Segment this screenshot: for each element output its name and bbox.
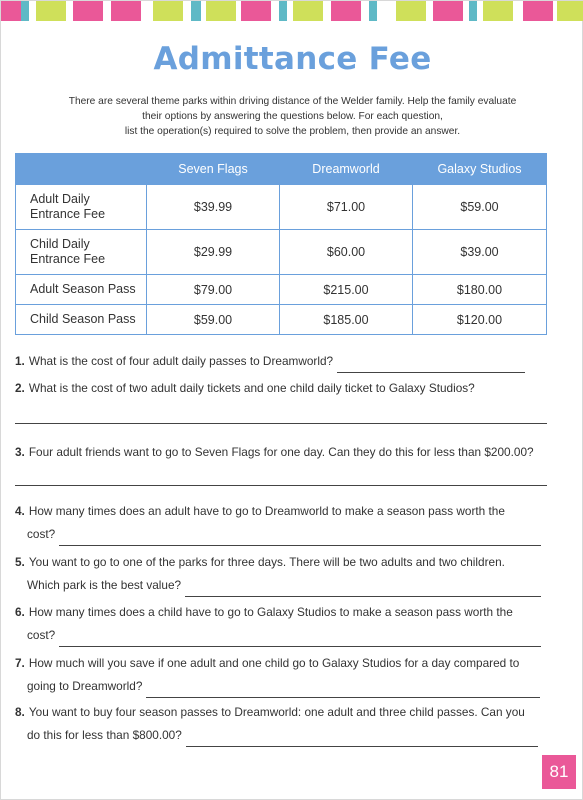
question-number: 2. [15,381,25,395]
stripe-pink [433,1,463,21]
decorative-stripe-border [1,1,583,23]
table-row [16,275,547,305]
price-table [15,153,547,335]
stripe-teal [21,1,29,21]
question-number: 6. [15,605,25,619]
row-label-line: Adult Daily [30,192,90,206]
answer-line[interactable] [15,423,547,424]
page-title: Admittance Fee [153,41,432,77]
stripe-green [293,1,323,21]
intro-line: list the operation(s) required to solve the problem, then provide an answer. [124,126,461,137]
answer-line[interactable] [337,361,525,373]
question-text: What is the cost of four adult daily passes to Dreamworld? [28,354,334,368]
answer-line[interactable] [59,534,541,546]
intro-line: There are several theme parks within driving distance of the Welder family. Help the family evaluate [68,96,517,107]
row-label: Adult Season Pass [16,275,147,305]
question-5 [15,551,555,597]
row-label [16,230,147,275]
table-header-cell: Dreamworld [280,154,413,185]
price-cell: $185.00 [280,305,413,335]
question-text: Four adult friends want to go to Seven Flags for one day. Can they do this for less than $200.00? [28,445,534,459]
question-text: Which park is the best value? [27,578,182,592]
stripe-teal [279,1,287,21]
question-8 [15,701,555,747]
row-label [16,185,147,230]
stripe-green [483,1,513,21]
question-number: 5. [15,555,25,569]
table-header-cell [16,154,147,185]
question-text: do this for less than $800.00? [27,728,182,742]
answer-line[interactable] [146,686,540,698]
stripe-teal [369,1,377,21]
price-cell: $180.00 [413,275,547,305]
intro-line: their options by answering the questions below. For each question, [142,111,443,122]
question-2 [15,377,555,400]
row-label-line: Child Daily [30,237,90,251]
question-text: cost? [27,527,56,541]
question-number: 1. [15,354,25,368]
question-text: How many times does a child have to go to Galaxy Studios to make a season pass worth the [28,605,513,619]
row-label-line: Entrance Fee [30,252,106,266]
stripe-pink [331,1,361,21]
price-cell: $79.00 [147,275,280,305]
table-header-cell: Seven Flags [147,154,280,185]
price-cell: $59.00 [413,185,547,230]
answer-line[interactable] [59,635,541,647]
price-cell: $120.00 [413,305,547,335]
price-cell: $29.99 [147,230,280,275]
row-label: Child Season Pass [16,305,147,335]
question-text: going to Dreamworld? [27,679,143,693]
price-cell: $60.00 [280,230,413,275]
stripe-teal [191,1,201,21]
stripe-pink [241,1,271,21]
stripe-pink [73,1,103,21]
price-cell: $59.00 [147,305,280,335]
page-number-badge: 81 [542,755,576,789]
table-row [16,230,547,275]
price-cell: $215.00 [280,275,413,305]
question-number: 3. [15,445,25,459]
intro-paragraph [41,94,544,139]
stripe-pink [111,1,141,21]
price-cell: $39.00 [413,230,547,275]
table-row [16,305,547,335]
question-3 [15,441,555,464]
stripe-pink [523,1,553,21]
table-header-row [16,154,547,185]
answer-line[interactable] [15,485,547,486]
stripe-green [153,1,183,21]
question-text: What is the cost of two adult daily tickets and one child daily ticket to Galaxy Studios? [28,381,475,395]
price-cell: $71.00 [280,185,413,230]
question-number: 7. [15,656,25,670]
stripe-green [396,1,426,21]
question-text: cost? [27,628,56,642]
question-7 [15,652,555,698]
question-1 [15,350,555,373]
question-text: You want to buy four season passes to Dreamworld: one adult and three child passes. Can you [28,705,525,719]
stripe-green [36,1,66,21]
question-number: 4. [15,504,25,518]
stripe-green [206,1,236,21]
question-text: How many times does an adult have to go to Dreamworld to make a season pass worth the [28,504,505,518]
answer-line[interactable] [186,735,538,747]
question-text: How much will you save if one adult and one child go to Galaxy Studios for a day compared to [28,656,520,670]
question-text: You want to go to one of the parks for three days. There will be two adults and two children. [28,555,505,569]
table-row [16,185,547,230]
stripe-pink [1,1,21,21]
stripe-green [557,1,583,21]
answer-line[interactable] [185,585,541,597]
question-6 [15,601,555,647]
table-header-cell: Galaxy Studios [413,154,547,185]
row-label-line: Entrance Fee [30,207,106,221]
question-number: 8. [15,705,25,719]
question-4 [15,500,555,546]
price-cell: $39.99 [147,185,280,230]
stripe-teal [469,1,477,21]
